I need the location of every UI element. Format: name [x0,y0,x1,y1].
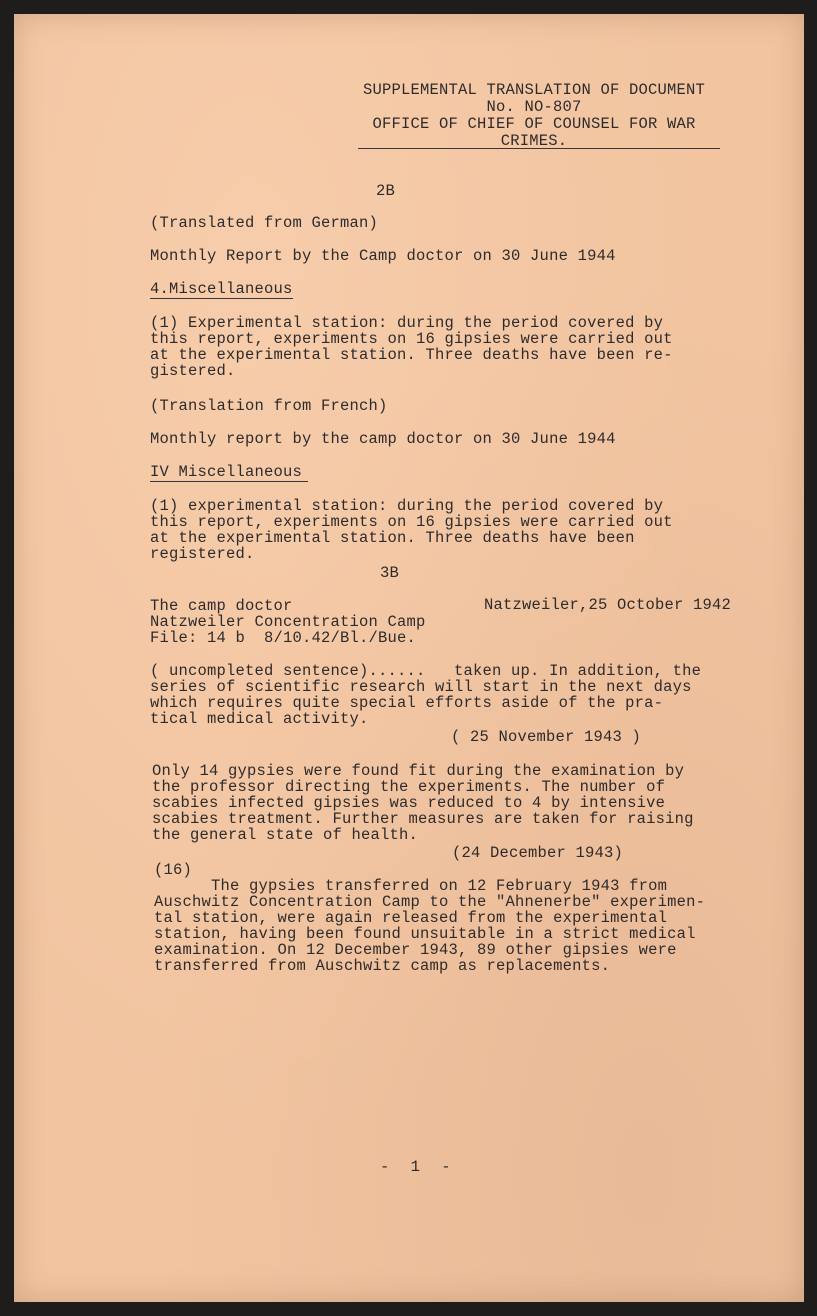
section-label-2b: 2B [376,182,396,200]
header-line-4: CRIMES. [500,132,568,150]
text-line: at the experimental station. Three deaths have been [150,529,635,547]
source-note-german: (Translated from German) [150,214,379,232]
text-line: gistered. [150,362,236,380]
text-line: at the experimental station. Three deaths have been re- [150,346,673,364]
text-line: The gypsies transferred on 12 February 1943 from [154,877,668,895]
text-line: examination. On 12 December 1943, 89 other gipsies were [154,941,677,959]
heading-miscellaneous-german: 4.Miscellaneous [150,280,293,298]
text-line: this report, experiments on 16 gipsies were carried out [150,513,673,531]
text-line: scabies treatment. Further measures are taken for raising [152,810,694,828]
text-line: tical medical activity. [150,710,369,728]
source-note-french: (Translation from French) [150,397,388,415]
place-date: Natzweiler,25 October 1942 [484,596,732,614]
paragraph-number-16: (16) [154,861,193,879]
report-title-german: Monthly Report by the Camp doctor on 30 June 1944 [150,247,616,265]
date-24-december-1943: (24 December 1943) [452,844,624,862]
header-line-1: SUPPLEMENTAL TRANSLATION OF DOCUMENT [362,81,706,99]
text-line: series of scientific research will start in the next days [150,678,692,696]
header-underline [358,148,720,149]
sender-line: The camp doctor [150,597,293,615]
heading-miscellaneous-french: IV Miscellaneous [150,464,308,482]
header-document-number: No. NO-807 [486,98,582,116]
document-page [14,14,804,1302]
text-line: the professor directing the experiments. The number of [152,778,666,796]
header-line-3: OFFICE OF CHIEF OF COUNSEL FOR WAR [372,115,696,133]
text-line: Auschwitz Concentration Camp to the "Ahnenerbe" experimen- [154,893,706,911]
text-line: transferred from Auschwitz camp as replacements. [154,957,611,975]
sender-line: Natzweiler Concentration Camp [150,613,426,631]
text-line: (1) experimental station: during the period covered by [150,497,664,515]
text-line: station, having been found unsuitable in a strict medical [154,925,696,943]
page-number: - 1 - [380,1158,457,1176]
date-25-november-1943: ( 25 November 1943 ) [451,728,642,746]
sender-line: File: 14 b 8/10.42/Bl./Bue. [150,629,417,647]
text-line: Only 14 gypsies were found fit during the examination by [152,762,685,780]
text-line: scabies infected gipsies was reduced to 4 by intensive [152,794,666,812]
text-line: which requires quite special efforts aside of the pra- [150,694,664,712]
text-line: the general state of health. [152,826,419,844]
report-title-french: Monthly report by the camp doctor on 30 June 1944 [150,430,616,448]
text-line: (1) Experimental station: during the period covered by [150,314,664,332]
section-label-3b: 3B [380,564,400,582]
text-line: tal station, were again released from the experimental [154,909,668,927]
text-line: registered. [150,545,255,563]
text-line: ( uncompleted sentence)...... taken up. In addition, the [150,662,702,680]
text-line: this report, experiments on 16 gipsies were carried out [150,330,673,348]
